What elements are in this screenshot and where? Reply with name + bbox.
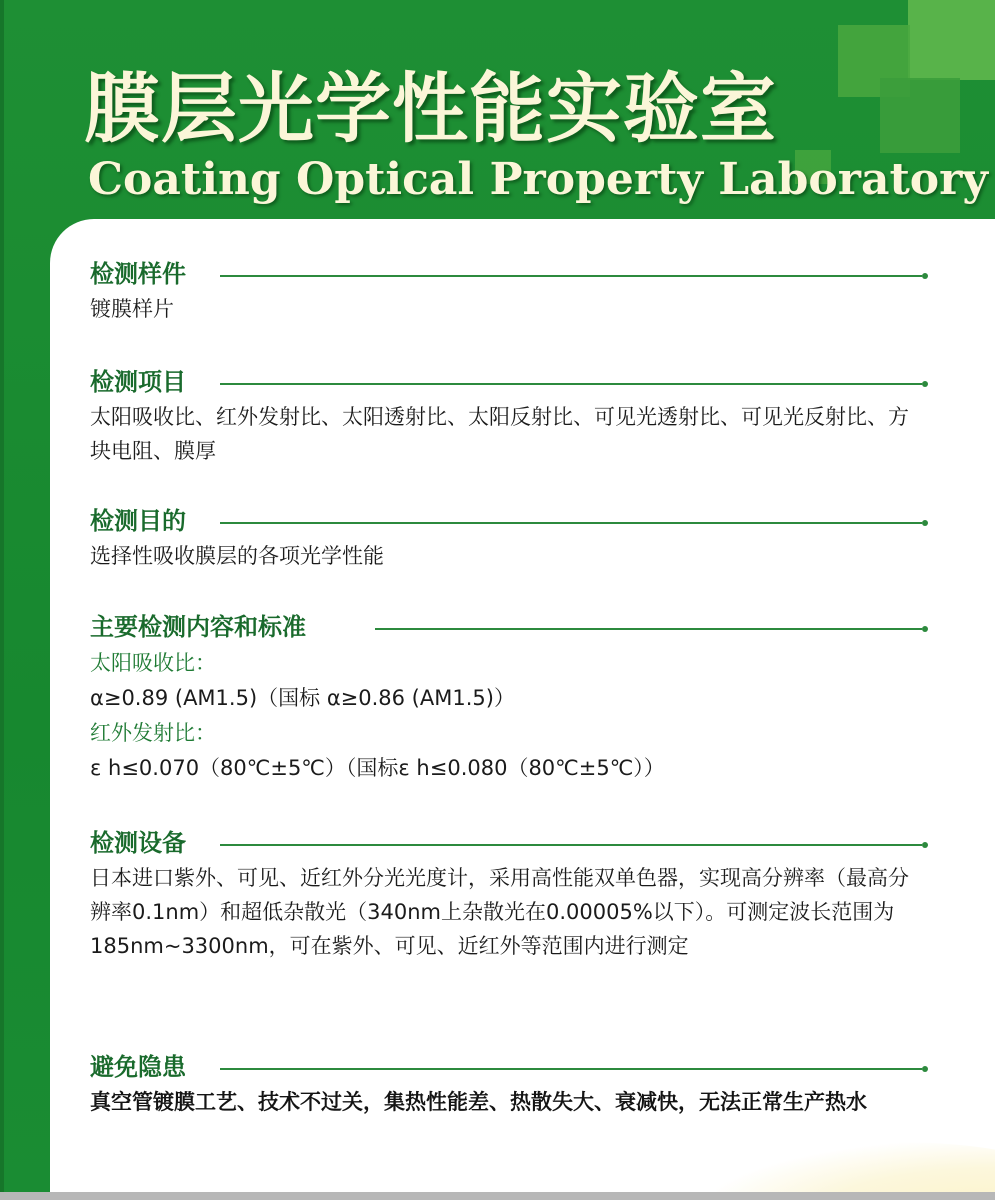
section-purpose xyxy=(90,505,930,573)
section-title: 检测项目 xyxy=(90,366,196,398)
section-divider-line xyxy=(220,1068,922,1070)
section-divider-dot xyxy=(922,842,928,848)
section-header xyxy=(90,505,930,539)
section-header xyxy=(90,611,930,645)
solar-absorptance-value: α≥0.89 (AM1.5)（国标 α≥0.86 (AM1.5)） xyxy=(90,686,515,710)
section-header xyxy=(90,366,930,400)
section-divider-dot xyxy=(922,273,928,279)
cream-glow-decoration xyxy=(715,1142,995,1192)
section-divider-dot xyxy=(922,381,928,387)
section-header xyxy=(90,258,930,292)
section-header xyxy=(90,827,930,861)
section-divider-dot xyxy=(922,626,928,632)
infrared-emittance-label: 红外发射比： xyxy=(90,721,216,745)
bottom-border-strip xyxy=(0,1192,995,1200)
section-text: 选择性吸收膜层的各项光学性能 xyxy=(90,544,384,568)
section-text: 日本进口紫外、可见、近红外分光光度计，采用高性能双单色器，实现高分辨率（最高分辨率0.1nm）和超低杂散光（340nm上杂散光在0.00005%以下）。可测定波长范围为185nm~3300nm，可在紫外、可见、近红外等范围内进行测定 xyxy=(90,866,909,958)
section-sample xyxy=(90,258,930,326)
section-title: 检测设备 xyxy=(90,827,196,859)
page-title-english: Coating Optical Property Laboratory xyxy=(88,154,988,205)
section-title: 检测目的 xyxy=(90,505,196,537)
section-title: 检测样件 xyxy=(90,258,196,290)
section-divider-line xyxy=(220,522,922,524)
infrared-emittance-value: ε h≤0.070（80℃±5℃）（国标ε h≤0.080（80℃±5℃）） xyxy=(90,756,665,780)
section-title: 避免隐患 xyxy=(90,1051,196,1083)
section-divider-dot xyxy=(922,520,928,526)
section-text: 真空管镀膜工艺、技术不过关，集热性能差、热散失大、衰减快，无法正常生产热水 xyxy=(90,1090,867,1114)
section-header xyxy=(90,1051,930,1085)
decorative-square xyxy=(908,0,995,80)
section-text: 太阳吸收比、红外发射比、太阳透射比、太阳反射比、可见光透射比、可见光反射比、方块电阻、膜厚 xyxy=(90,405,909,463)
solar-absorptance-label: 太阳吸收比： xyxy=(90,651,216,675)
section-standards xyxy=(90,611,930,785)
section-divider-line xyxy=(220,844,922,846)
left-edge-stripe xyxy=(0,0,4,1200)
section-test-items xyxy=(90,366,930,468)
page-title-chinese: 膜层光学性能实验室 xyxy=(84,64,777,153)
decorative-square xyxy=(880,78,960,153)
section-divider-line xyxy=(220,383,922,385)
section-title: 主要检测内容和标准 xyxy=(90,611,316,643)
section-divider-dot xyxy=(922,1066,928,1072)
section-divider-line xyxy=(375,628,922,630)
section-text: 镀膜样片 xyxy=(90,297,174,321)
section-risk xyxy=(90,1051,930,1119)
section-divider-line xyxy=(220,275,922,277)
section-equipment xyxy=(90,827,930,963)
